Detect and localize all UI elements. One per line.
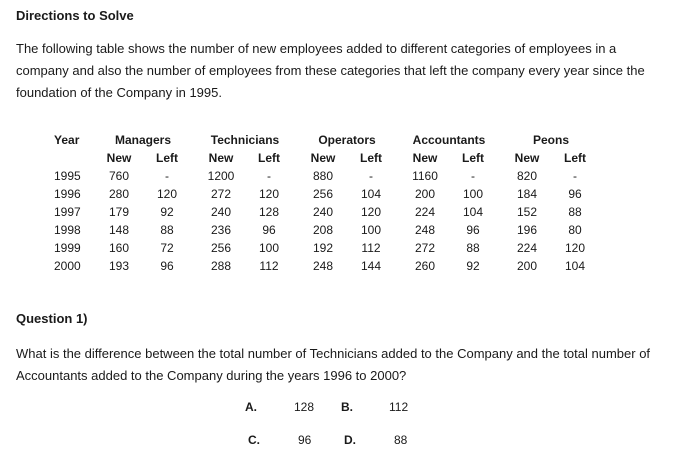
table-cell: 80	[568, 223, 582, 237]
option-value-d[interactable]: 88	[394, 433, 408, 447]
table-cell: 160	[108, 241, 130, 255]
table-cell: 236	[210, 223, 232, 237]
table-cell: 128	[258, 205, 280, 219]
year-cell: 1999	[54, 241, 81, 255]
table-row	[40, 167, 599, 185]
new-header: New	[310, 151, 336, 165]
new-header: New	[106, 151, 132, 165]
left-header: Left	[462, 151, 484, 165]
table-cell: 88	[160, 223, 174, 237]
table-cell: 880	[312, 169, 334, 183]
year-header: Year	[54, 133, 80, 147]
option-label-a: A.	[245, 400, 257, 414]
table-cell: 96	[160, 259, 174, 273]
table-cell: 72	[160, 241, 174, 255]
table-cell: 193	[108, 259, 130, 273]
table-cell: 88	[568, 205, 582, 219]
table-cell: 208	[312, 223, 334, 237]
table-cell: 100	[258, 241, 280, 255]
table-cell: 120	[564, 241, 586, 255]
option-label-d: D.	[344, 433, 356, 447]
left-header: Left	[564, 151, 586, 165]
option-value-a[interactable]: 128	[294, 400, 315, 414]
table-cell: 192	[312, 241, 334, 255]
table-cell: 100	[360, 223, 382, 237]
table-cell: -	[573, 169, 577, 183]
table-cell: 179	[108, 205, 130, 219]
table-row	[40, 221, 599, 239]
table-cell: 200	[516, 259, 538, 273]
table-cell: 196	[516, 223, 538, 237]
directions-title: Directions to Solve	[16, 8, 134, 23]
year-cell: 2000	[54, 259, 81, 273]
table-cell: 280	[108, 187, 130, 201]
table-cell: 820	[516, 169, 538, 183]
table-cell: 272	[210, 187, 232, 201]
left-header: Left	[156, 151, 178, 165]
question-title: Question 1)	[16, 311, 88, 326]
year-cell: 1995	[54, 169, 81, 183]
table-cell: 120	[156, 187, 178, 201]
year-cell: 1998	[54, 223, 81, 237]
table-cell: 112	[259, 259, 279, 273]
table-cell: -	[369, 169, 373, 183]
table-cell: 112	[361, 241, 381, 255]
table-cell: 256	[210, 241, 232, 255]
category-header: Technicians	[210, 133, 280, 147]
table-row	[40, 239, 599, 257]
table-cell: 248	[414, 223, 436, 237]
new-header: New	[412, 151, 438, 165]
table-cell: 240	[312, 205, 334, 219]
option-label-c: C.	[248, 433, 260, 447]
table-cell: 120	[360, 205, 382, 219]
table-cell: 184	[516, 187, 538, 201]
table-row	[40, 257, 599, 275]
left-header: Left	[258, 151, 280, 165]
year-cell: 1997	[54, 205, 81, 219]
table-cell: 152	[516, 205, 538, 219]
table-cell: 96	[568, 187, 582, 201]
question-text: What is the difference between the total number of Technicians added to the Company and the total number of Accountants added to the Company during the years 1996 to 2000?	[16, 346, 651, 383]
table-cell: 288	[210, 259, 232, 273]
left-header: Left	[360, 151, 382, 165]
table-cell: 96	[466, 223, 480, 237]
table-cell: 104	[360, 187, 382, 201]
table-cell: 96	[262, 223, 276, 237]
table-cell: 120	[258, 187, 280, 201]
table-cell: -	[165, 169, 169, 183]
category-header: Operators	[318, 133, 376, 147]
table-cell: 224	[414, 205, 436, 219]
option-value-b[interactable]: 112	[389, 400, 409, 414]
category-header: Peons	[532, 133, 569, 147]
new-header: New	[514, 151, 540, 165]
table-cell: 148	[108, 223, 130, 237]
category-header: Accountants	[412, 133, 486, 147]
table-cell: 100	[462, 187, 484, 201]
table-row	[40, 203, 599, 221]
table-cell: 260	[414, 259, 436, 273]
table-cell: 256	[312, 187, 334, 201]
table-cell: 88	[466, 241, 480, 255]
table-cell: 92	[466, 259, 480, 273]
category-header-row	[40, 131, 599, 149]
employee-table	[40, 131, 599, 275]
intro-paragraph: The following table shows the number of new employees added to different categories of employees in a company and also the number of employees from these categories that left the company every year since the foundation of the Company in 1995.	[16, 41, 645, 100]
table-cell: 1200	[207, 169, 235, 183]
table-row	[40, 185, 599, 203]
table-cell: 104	[564, 259, 586, 273]
table-cell: 272	[414, 241, 436, 255]
table-cell: -	[267, 169, 271, 183]
table-cell: 104	[462, 205, 484, 219]
table-cell: 248	[312, 259, 334, 273]
new-header: New	[208, 151, 234, 165]
year-cell: 1996	[54, 187, 81, 201]
table-cell: 224	[516, 241, 538, 255]
option-label-b: B.	[341, 400, 353, 414]
table-cell: 144	[360, 259, 382, 273]
category-header: Managers	[114, 133, 172, 147]
table-cell: -	[471, 169, 475, 183]
table-cell: 200	[414, 187, 436, 201]
table-cell: 760	[108, 169, 130, 183]
table-cell: 240	[210, 205, 232, 219]
table-cell: 1160	[412, 169, 438, 183]
option-value-c[interactable]: 96	[298, 433, 312, 447]
table-cell: 92	[160, 205, 174, 219]
sub-header-row	[40, 149, 599, 167]
